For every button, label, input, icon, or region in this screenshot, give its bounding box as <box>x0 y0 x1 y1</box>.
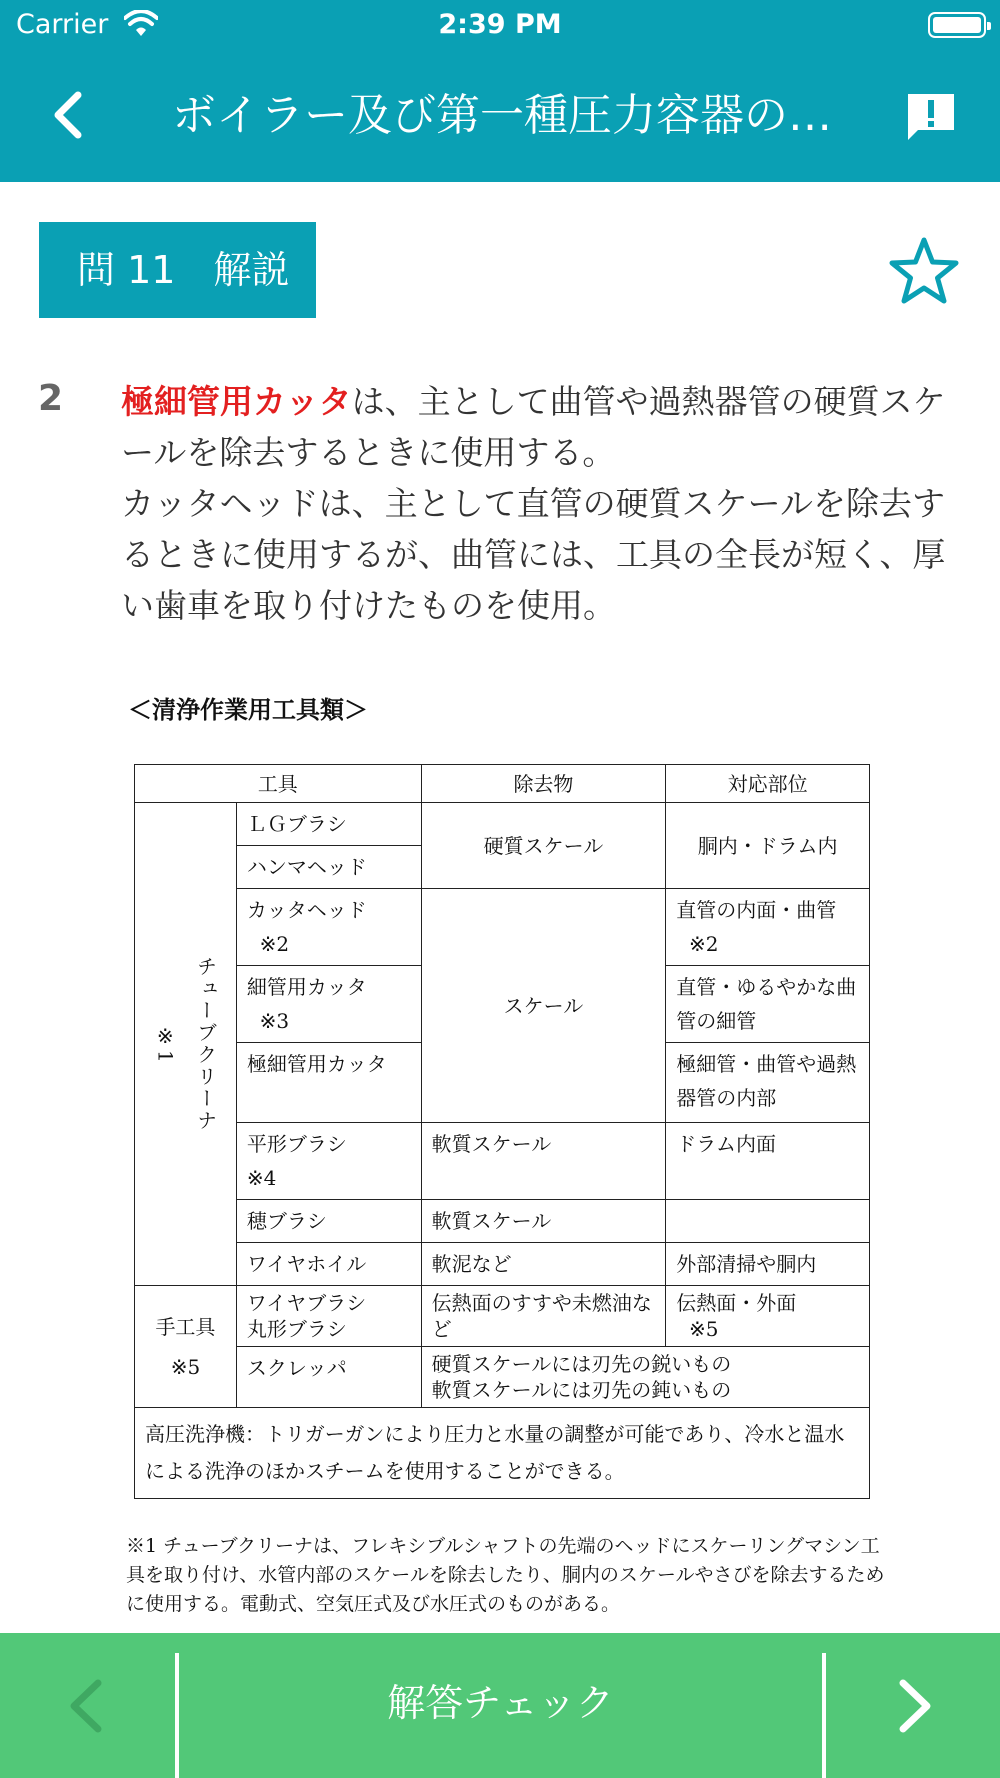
next-button[interactable] <box>826 1633 1000 1778</box>
cell-drum-inner: ドラム内面 <box>666 1123 870 1200</box>
answer-number: 2 <box>38 378 64 419</box>
flat-brush-mark: ※4 <box>246 1166 277 1190</box>
hand-tool-group <box>135 1286 237 1408</box>
star-outline-icon[interactable] <box>888 236 960 306</box>
status-bar <box>0 0 1000 50</box>
page-title: ボイラー及び第一種圧力容器の… <box>172 90 832 141</box>
cell-soft-scale-2: 軟質スケール <box>421 1200 666 1243</box>
question-badge: 問 11 解説 <box>39 222 316 318</box>
navigation-bar <box>0 0 1000 182</box>
table-row <box>135 1408 870 1499</box>
document-title: ＜清浄作業用工具類＞ <box>128 695 368 724</box>
back-button[interactable] <box>40 85 100 145</box>
washer-label: 高圧洗浄機： <box>145 1422 265 1446</box>
battery-icon <box>928 12 986 38</box>
straight-inner-label: 直管の内面・曲管 <box>676 898 837 922</box>
washer-text: トリガーガンにより圧力と水量の調整が可能であり、冷水と温水による洗浄のほかスチームを使用することができる。 <box>145 1422 845 1483</box>
cell-thin-cutter <box>236 966 421 1043</box>
carrier-label: Carrier <box>16 9 109 40</box>
tube-cleaner-group <box>135 803 237 1286</box>
table-row <box>135 1347 870 1408</box>
cell-wire-brush <box>236 1286 421 1347</box>
tube-cleaner-label: チューブクリーナ <box>193 956 218 1132</box>
table-row <box>135 1286 870 1347</box>
report-icon[interactable] <box>904 90 958 144</box>
scraper-soft: 軟質スケールには刃先の鈍いもの <box>431 1378 732 1402</box>
round-brush-label: 丸形ブラシ <box>246 1317 347 1341</box>
footnote-text: チューブクリーナは、フレキシブルシャフトの先端のヘッドにスケーリングマシン工具を取り付け、水管内部のスケールを除去したり、胴内のスケールやさびを除去するために使用する。電動式、空気圧式及び水圧式のものがある。 <box>126 1535 885 1615</box>
cutter-head-mark: ※2 <box>259 932 290 956</box>
prev-button[interactable] <box>0 1633 175 1778</box>
table-row <box>135 889 870 966</box>
tools-table <box>134 764 870 1499</box>
hand-tool-mark: ※5 <box>170 1354 201 1379</box>
cell-scale: スケール <box>421 889 666 1123</box>
cell-wire-wheel: ワイヤホイル <box>236 1243 421 1286</box>
footnote-mark: ※1 <box>126 1535 158 1557</box>
scraper-hard: 硬質スケールには刃先の鋭いもの <box>431 1352 732 1376</box>
cell-lg-brush: ＬＧブラシ <box>236 803 421 846</box>
cell-washer <box>135 1408 870 1499</box>
highlight-term: 極細管用カッタ <box>121 382 352 421</box>
cell-ultra-target: 極細管・曲管や過熱器管の内部 <box>666 1043 870 1123</box>
cell-scraper-desc <box>421 1347 869 1408</box>
cell-ear-brush: 穂ブラシ <box>236 1200 421 1243</box>
cell-thin-target: 直管・ゆるやかな曲管の細管 <box>666 966 870 1043</box>
wire-brush-label: ワイヤブラシ <box>246 1291 367 1315</box>
answer-check-button[interactable]: 解答チェック <box>387 1681 614 1725</box>
table-row <box>135 803 870 846</box>
header-tool: 工具 <box>135 765 422 803</box>
cell-empty <box>666 1200 870 1243</box>
cell-cutter-head <box>236 889 421 966</box>
flat-brush-label: 平形ブラシ <box>246 1132 347 1156</box>
cell-straight-inner <box>666 889 870 966</box>
cell-soft-scale: 軟質スケール <box>421 1123 666 1200</box>
hand-tool-label: 手工具 <box>155 1314 216 1339</box>
clock: 2:39 PM <box>438 9 562 40</box>
cell-flat-brush <box>236 1123 421 1200</box>
straight-inner-mark: ※2 <box>688 932 719 956</box>
cell-hard-scale: 硬質スケール <box>421 803 666 889</box>
cell-hammer-head: ハンマヘッド <box>236 846 421 889</box>
cell-mud: 軟泥など <box>421 1243 666 1286</box>
heat-surface-mark: ※5 <box>688 1317 719 1341</box>
tube-cleaner-mark: ※1 <box>153 1023 178 1065</box>
heat-surface-label: 伝熱面・外面 <box>676 1291 797 1315</box>
thin-cutter-label: 細管用カッタ <box>246 975 367 999</box>
header-removal: 除去物 <box>421 765 666 803</box>
table-row <box>135 1123 870 1200</box>
explanation-text <box>121 376 971 631</box>
cutter-head-label: カッタヘッド <box>246 898 367 922</box>
cell-soot: 伝熱面のすすや未燃油など <box>421 1286 666 1347</box>
explanation-line1: は、主として曲管や過熱器管の硬質スケールを除去するときに使用する。 <box>121 382 946 472</box>
table-row <box>135 1200 870 1243</box>
cell-body-drum: 胴内・ドラム内 <box>666 803 870 889</box>
header-target: 対応部位 <box>666 765 870 803</box>
thin-cutter-mark: ※3 <box>259 1009 290 1033</box>
cell-outer-clean: 外部清掃や胴内 <box>666 1243 870 1286</box>
cell-ultra-cutter: 極細管用カッタ <box>236 1043 421 1123</box>
cell-heat-surface <box>666 1286 870 1347</box>
explanation-line2: カッタヘッドは、主として直管の硬質スケールを除去するときに使用するが、曲管には、工具の全長が短く、厚い歯車を取り付けたものを使用。 <box>121 484 946 625</box>
footnote <box>126 1532 886 1619</box>
bottom-toolbar <box>0 1633 1000 1778</box>
table-header <box>135 765 870 803</box>
cell-scraper: スクレッパ <box>236 1347 421 1408</box>
table-row <box>135 1243 870 1286</box>
